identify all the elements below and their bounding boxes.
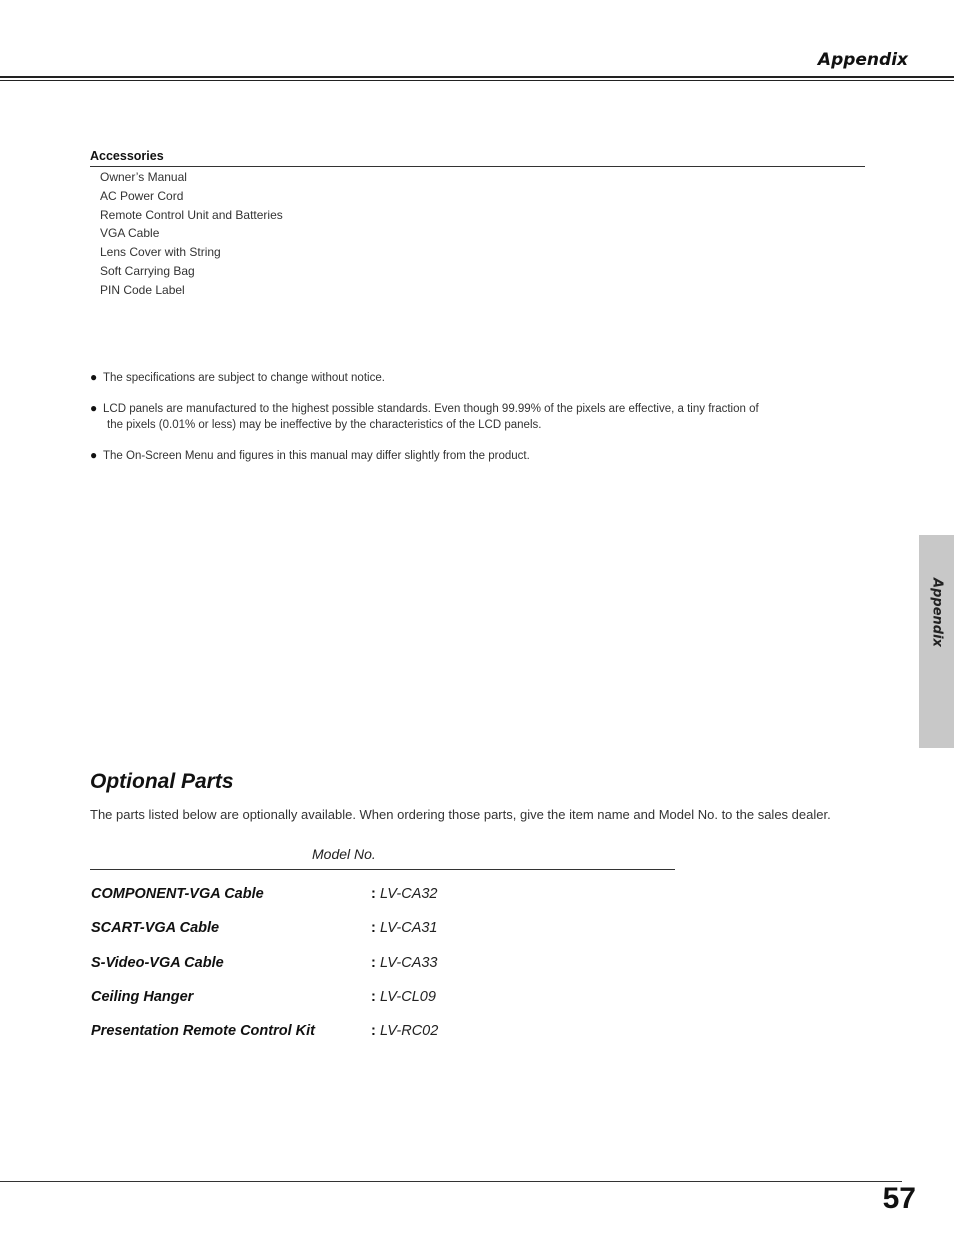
- model-column-header: Model No.: [312, 846, 376, 862]
- part-name: Ceiling Hanger: [91, 989, 194, 1005]
- side-tab-label: Appendix: [929, 578, 944, 647]
- accessories-rule: [90, 166, 865, 167]
- separator: :: [371, 989, 376, 1005]
- list-item: Owner’s Manual: [100, 170, 187, 184]
- list-item: Remote Control Unit and Batteries: [100, 207, 283, 222]
- bullet-icon: ●: [90, 370, 98, 384]
- list-item: Lens Cover with String: [100, 245, 221, 260]
- section-header-title: Appendix: [817, 50, 908, 70]
- note-text-continued: the pixels (0.01% or less) may be ineffective by the characteristics of the LCD panels.: [107, 419, 542, 431]
- accessories-list: [100, 168, 283, 300]
- note-text: The On-Screen Menu and figures in this manual may differ slightly from the product.: [103, 450, 530, 462]
- table-row: [91, 989, 591, 1009]
- parts-table-rule: [90, 869, 675, 870]
- footer-rule: [0, 1181, 902, 1182]
- accessories-heading: Accessories: [90, 149, 164, 163]
- part-name: S-Video-VGA Cable: [91, 955, 224, 971]
- part-model: LV-CA32: [380, 886, 438, 902]
- note-item: [90, 400, 852, 433]
- section-intro: The parts listed below are optionally available. When ordering those parts, give the item name and Model No. to the sales dealer.: [90, 807, 831, 822]
- list-item: VGA Cable: [100, 226, 160, 241]
- separator: :: [371, 1023, 376, 1039]
- list-item: Soft Carrying Bag: [100, 263, 195, 278]
- part-model: LV-RC02: [380, 1023, 439, 1039]
- note-text: The specifications are subject to change without notice.: [103, 372, 385, 384]
- part-model: LV-CL09: [380, 989, 436, 1005]
- table-row: [91, 955, 591, 975]
- separator: :: [371, 955, 376, 971]
- table-row: [91, 886, 591, 906]
- separator: :: [371, 886, 376, 902]
- header-rule-thin: [0, 80, 954, 81]
- section-title: Optional Parts: [90, 770, 234, 793]
- list-item: PIN Code Label: [100, 282, 185, 297]
- part-name: SCART-VGA Cable: [91, 920, 220, 936]
- bullet-icon: ●: [90, 401, 98, 415]
- table-row: [91, 1023, 591, 1043]
- part-model: LV-CA31: [380, 920, 438, 936]
- note-item: [90, 369, 852, 386]
- bullet-icon: ●: [90, 448, 98, 462]
- separator: :: [371, 920, 376, 936]
- part-name: Presentation Remote Control Kit: [91, 1023, 315, 1039]
- side-section-tab: [919, 535, 954, 748]
- part-name: COMPONENT-VGA Cable: [91, 886, 264, 902]
- header-rule: [0, 76, 954, 78]
- table-row: [91, 920, 591, 940]
- list-item: AC Power Cord: [100, 188, 184, 203]
- part-model: LV-CA33: [380, 955, 438, 971]
- page-number: 57: [882, 1182, 916, 1215]
- note-item: [90, 447, 852, 464]
- note-text: LCD panels are manufactured to the highest possible standards. Even though 99.99% of the pixels are effective, a tiny fraction of: [103, 403, 759, 415]
